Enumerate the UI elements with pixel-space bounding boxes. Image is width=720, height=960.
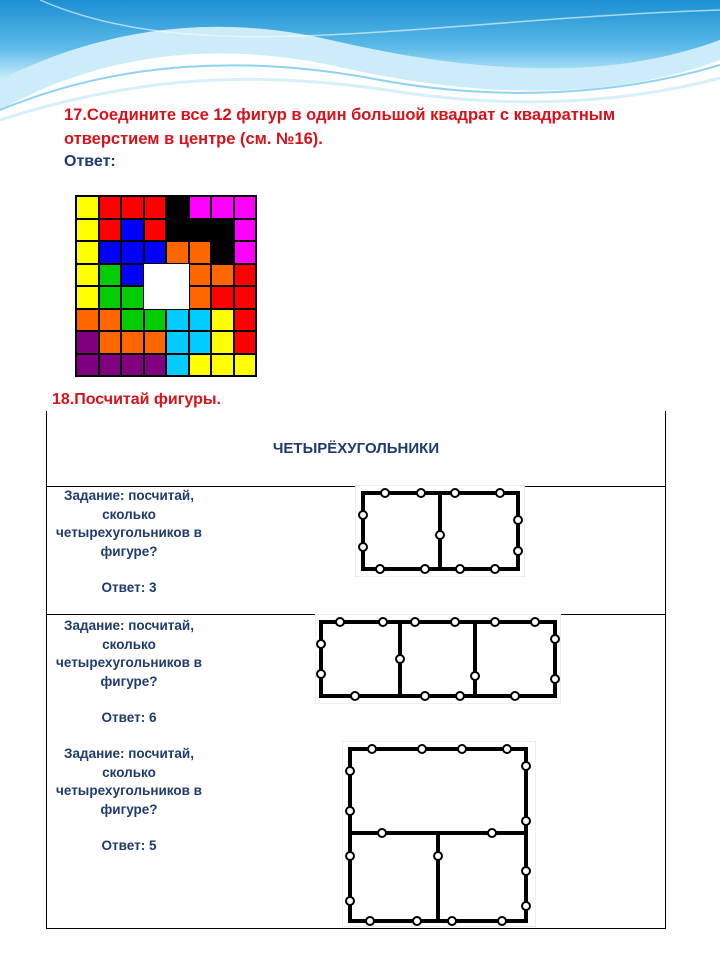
grid-cell	[211, 309, 234, 332]
grid-cell	[76, 219, 99, 242]
grid-cell	[76, 354, 99, 377]
grid-cell	[211, 196, 234, 219]
grid-cell	[166, 309, 189, 332]
grid-cell	[166, 196, 189, 219]
answer-label: Ответ:	[64, 153, 116, 170]
grid-cell	[121, 331, 144, 354]
grid-cell	[189, 354, 212, 377]
grid-cell	[99, 219, 122, 242]
grid-cell	[99, 331, 122, 354]
grid-cell	[234, 196, 257, 219]
grid-cell	[166, 264, 189, 287]
question-text: Задание: посчитай, сколько четырехугольников в фигуре?	[56, 746, 202, 817]
grid-cell	[189, 264, 212, 287]
grid-cell	[211, 264, 234, 287]
grid-cell	[144, 286, 167, 309]
grid-cell	[121, 286, 144, 309]
answer-text: Ответ: 5	[101, 838, 157, 853]
grid-cell	[76, 196, 99, 219]
grid-cell	[144, 264, 167, 287]
grid-cell	[189, 309, 212, 332]
answer-text: Ответ: 6	[101, 710, 157, 725]
task-18-title: 18.Посчитай фигуры.	[52, 391, 221, 408]
grid-cell	[121, 241, 144, 264]
grid-cell	[76, 309, 99, 332]
question-cell-2	[49, 617, 209, 728]
grid-cell	[166, 354, 189, 377]
grid-cell	[144, 331, 167, 354]
figure-three-squares	[315, 614, 561, 704]
grid-cell	[166, 286, 189, 309]
grid-cell	[234, 241, 257, 264]
grid-cell	[211, 241, 234, 264]
grid-cell	[144, 354, 167, 377]
question-text: Задание: посчитай, сколько четырехугольников в фигуре?	[56, 618, 202, 689]
figure-rectangle-and-two-squares	[342, 741, 536, 927]
grid-cell	[121, 196, 144, 219]
count-figures-table	[46, 411, 666, 929]
grid-cell	[144, 196, 167, 219]
answer-text: Ответ: 3	[101, 580, 157, 595]
grid-cell	[211, 331, 234, 354]
grid-cell	[144, 241, 167, 264]
grid-cell	[76, 264, 99, 287]
task-17-text: 17.Соедините все 12 фигур в один большой квадрат с квадратным отверстием в центре (см. №16).	[64, 106, 616, 148]
grid-cell	[211, 354, 234, 377]
grid-cell	[121, 264, 144, 287]
grid-cell	[99, 241, 122, 264]
grid-cell	[189, 196, 212, 219]
grid-cell	[211, 286, 234, 309]
grid-cell	[121, 219, 144, 242]
question-cell-3	[49, 745, 209, 856]
pentomino-square-answer	[75, 195, 257, 377]
grid-cell	[166, 331, 189, 354]
grid-cell	[189, 331, 212, 354]
grid-cell	[211, 219, 234, 242]
grid-cell	[234, 354, 257, 377]
grid-cell	[234, 309, 257, 332]
grid-cell	[166, 219, 189, 242]
question-text: Задание: посчитай, сколько четырехугольников в фигуре?	[56, 488, 202, 559]
grid-cell	[99, 264, 122, 287]
grid-cell	[76, 286, 99, 309]
grid-cell	[144, 309, 167, 332]
grid-cell	[189, 219, 212, 242]
grid-cell	[99, 309, 122, 332]
question-cell-1	[49, 487, 209, 598]
grid-cell	[99, 286, 122, 309]
grid-cell	[121, 354, 144, 377]
grid-cell	[234, 286, 257, 309]
grid-cell	[166, 241, 189, 264]
grid-cell	[234, 331, 257, 354]
grid-cell	[76, 241, 99, 264]
grid-cell	[189, 241, 212, 264]
grid-cell	[234, 264, 257, 287]
grid-cell	[234, 219, 257, 242]
grid-cell	[99, 196, 122, 219]
grid-cell	[76, 331, 99, 354]
figure-two-squares	[355, 485, 525, 577]
table-header: ЧЕТЫРЁХУГОЛЬНИКИ	[272, 440, 440, 457]
grid-cell	[121, 309, 144, 332]
grid-cell	[144, 219, 167, 242]
grid-cell	[189, 286, 212, 309]
grid-cell	[99, 354, 122, 377]
